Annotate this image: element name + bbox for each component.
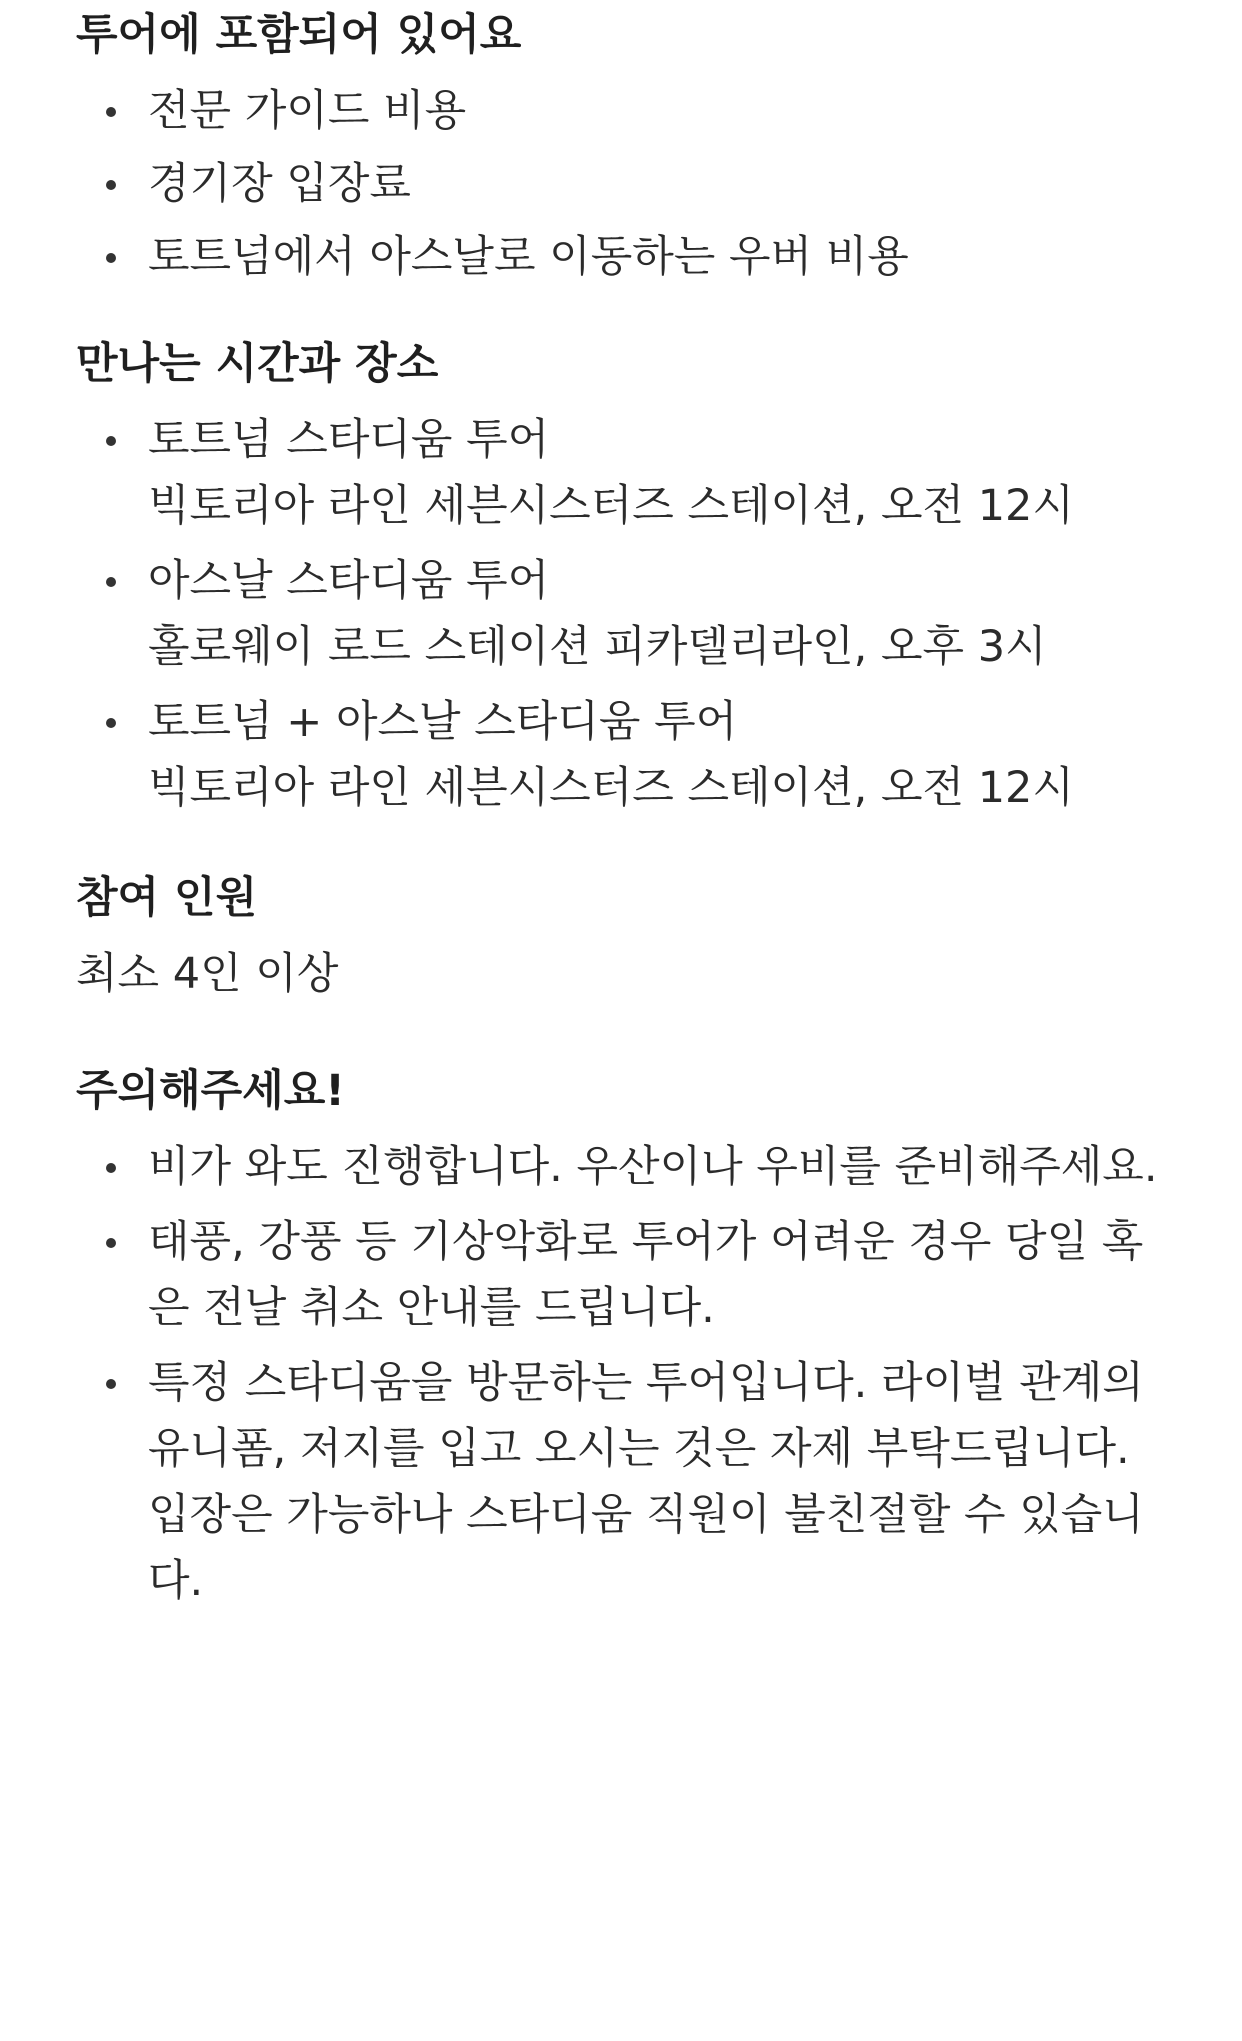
participants-section: [76, 869, 1166, 1007]
included-item-text: 토트넘에서 아스날로 이동하는 우버 비용: [148, 232, 909, 282]
caution-item-text: 태풍, 강풍 등 기상악화로 투어가 어려운 경우 당일 혹은 전날 취소 안내를 드립니다.: [148, 1217, 1144, 1333]
participants-text: 최소 4인 이상: [76, 949, 339, 999]
bullet-icon: [106, 180, 116, 190]
caution-title: 주의해주세요!: [76, 1066, 345, 1116]
meeting-tour-name: 토트넘 스타디움 투어: [148, 415, 550, 465]
list-item: [76, 224, 1166, 290]
included-title: 투어에 포함되어 있어요: [76, 10, 522, 60]
meeting-section: [76, 335, 1166, 821]
included-item-text: 경기장 입장료: [148, 159, 411, 209]
list-item: [76, 548, 1166, 680]
bullet-icon: [106, 577, 116, 587]
included-list: [76, 78, 1166, 290]
bullet-icon: [106, 1379, 116, 1389]
bullet-icon: [106, 718, 116, 728]
meeting-list: [76, 407, 1166, 821]
bullet-icon: [106, 436, 116, 446]
meeting-tour-name: 아스날 스타디움 투어: [148, 556, 550, 606]
tour-info-page: [0, 6, 1242, 1614]
caution-item-text: 비가 와도 진행합니다. 우산이나 우비를 준비해주세요.: [148, 1142, 1158, 1192]
list-item: [76, 1350, 1166, 1614]
meeting-tour-name: 토트넘 + 아스날 스타디움 투어: [148, 697, 738, 747]
list-item: [76, 689, 1166, 821]
bullet-icon: [106, 1163, 116, 1173]
meeting-tour-detail: 홀로웨이 로드 스테이션 피카델리라인, 오후 3시: [148, 622, 1047, 672]
list-item: [76, 78, 1166, 144]
caution-item-text: 특정 스타디움을 방문하는 투어입니다. 라이벌 관계의 유니폼, 저지를 입고 오시는 것은 자제 부탁드립니다. 입장은 가능하나 스타디움 직원이 불친절할 수 있습니다.: [148, 1358, 1144, 1606]
bullet-icon: [106, 253, 116, 263]
meeting-tour-detail: 빅토리아 라인 세븐시스터즈 스테이션, 오전 12시: [148, 763, 1074, 813]
meeting-title: 만나는 시간과 장소: [76, 339, 439, 389]
bullet-icon: [106, 107, 116, 117]
meeting-tour-detail: 빅토리아 라인 세븐시스터즈 스테이션, 오전 12시: [148, 481, 1074, 531]
list-item: [76, 151, 1166, 217]
list-item: [76, 1209, 1166, 1341]
list-item: [76, 407, 1166, 539]
caution-section: [76, 1062, 1166, 1614]
caution-list: [76, 1134, 1166, 1614]
included-section: [76, 6, 1166, 290]
included-item-text: 전문 가이드 비용: [148, 86, 467, 136]
bullet-icon: [106, 1238, 116, 1248]
list-item: [76, 1134, 1166, 1200]
participants-title: 참여 인원: [76, 873, 258, 923]
